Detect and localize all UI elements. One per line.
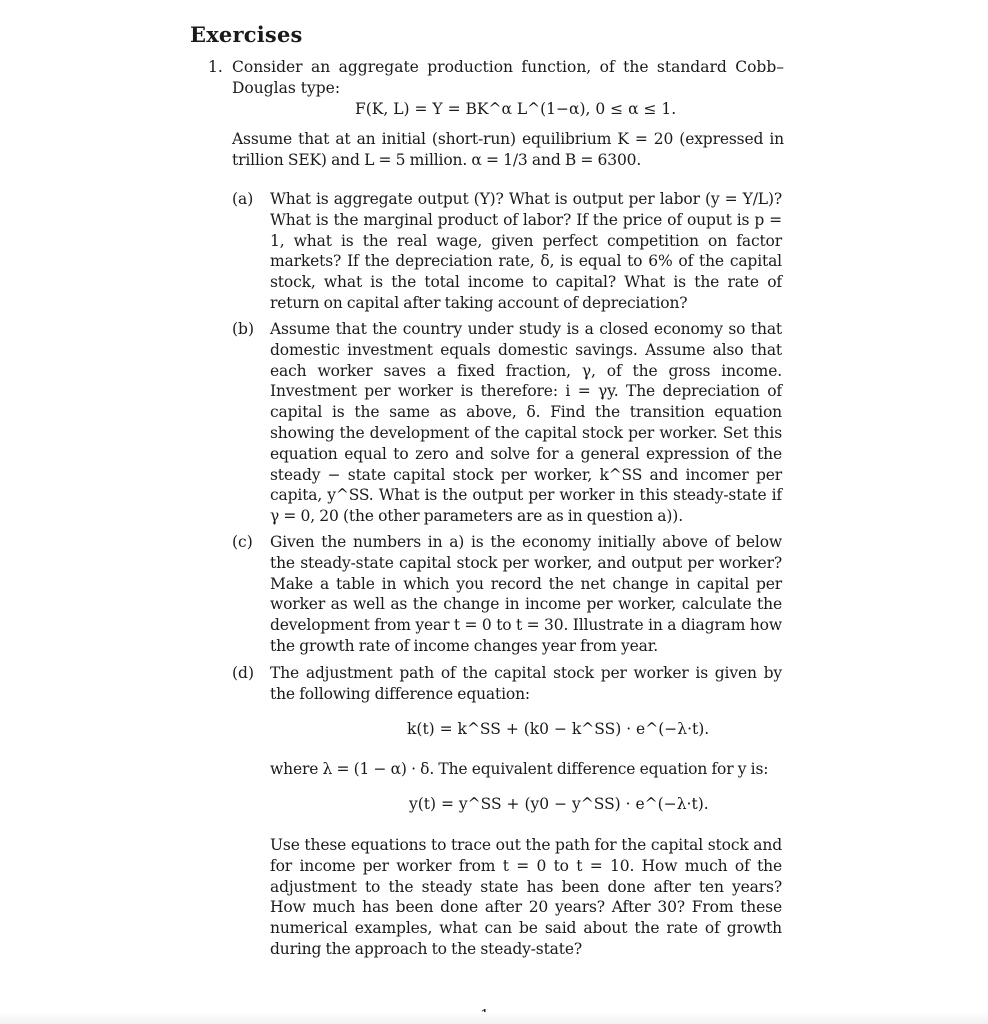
part-b-label: (b) [232,320,255,338]
part-b-text: Assume that the country under study is a closed economy so that domestic investment equals domestic savings. Assume also that each worker saves a fixed fraction, γ, of the gross income. Investment per worker is therefore: i = γy. The depreciation of capital is the same as above, δ. Find the transition equation showing the development of the capital stock per worker. Set this equation equal to zero and solve for a general expression of the steady − state capital stock per worker, k^SS and incomer per capita, y^SS. What is the output per worker in this steady-state if γ = 0, 20 (the other parameters are as in question a)). [270,320,782,526]
question-number: 1. [208,58,223,76]
initial-assumption: Assume that at an initial (short-run) equilibrium K = 20 (expressed in trillion SEK) and L = 5 million. α = 1/3 and B = 6300. [232,130,784,169]
income-path-equation: y(t) = y^SS + (y0 − y^SS) · e^(−λ·t). [409,795,709,813]
part-a-label: (a) [232,190,254,208]
question-intro: Consider an aggregate production function, of the standard Cobb–Douglas type: [232,58,784,97]
part-c-text: Given the numbers in a) is the economy initially above of below the steady-state capital stock per worker, and output per worker? Make a table in which you record the net change in capital per worker as well as the change in income per worker, calculate the development from year t = 0 to t = 30. Illustrate in a diagram how the growth rate of income changes year from year. [270,533,782,655]
lambda-definition: where λ = (1 − α) · δ. The equivalent difference equation for y is: [270,760,769,778]
part-d-label: (d) [232,664,255,682]
production-function-equation: F(K, L) = Y = BK^α L^(1−α), 0 ≤ α ≤ 1. [355,100,677,118]
section-heading: Exercises [190,22,303,47]
part-c-label: (c) [232,533,253,551]
part-d-text-intro: The adjustment path of the capital stock per worker is given by the following difference equation: [270,664,782,703]
capital-path-equation: k(t) = k^SS + (k0 − k^SS) · e^(−λ·t). [407,720,710,738]
part-d-text-questions: Use these equations to trace out the path for the capital stock and for income per worker from t = 0 to t = 10. How much of the adjustment to the steady state has been done after ten years? How much has been done after 20 years? After 30? From these numerical examples, what can be said about the rate of growth during the approach to the steady-state? [270,836,782,958]
page-bottom-edge [0,1012,988,1024]
part-a-text: What is aggregate output (Y)? What is output per labor (y = Y/L)? What is the marginal product of labor? If the price of ouput is p = 1, what is the real wage, given perfect competition on factor markets? If the depreciation rate, δ, is equal to 6% of the capital stock, what is the total income to capital? What is the rate of return on capital after taking account of depreciation? [270,190,782,312]
